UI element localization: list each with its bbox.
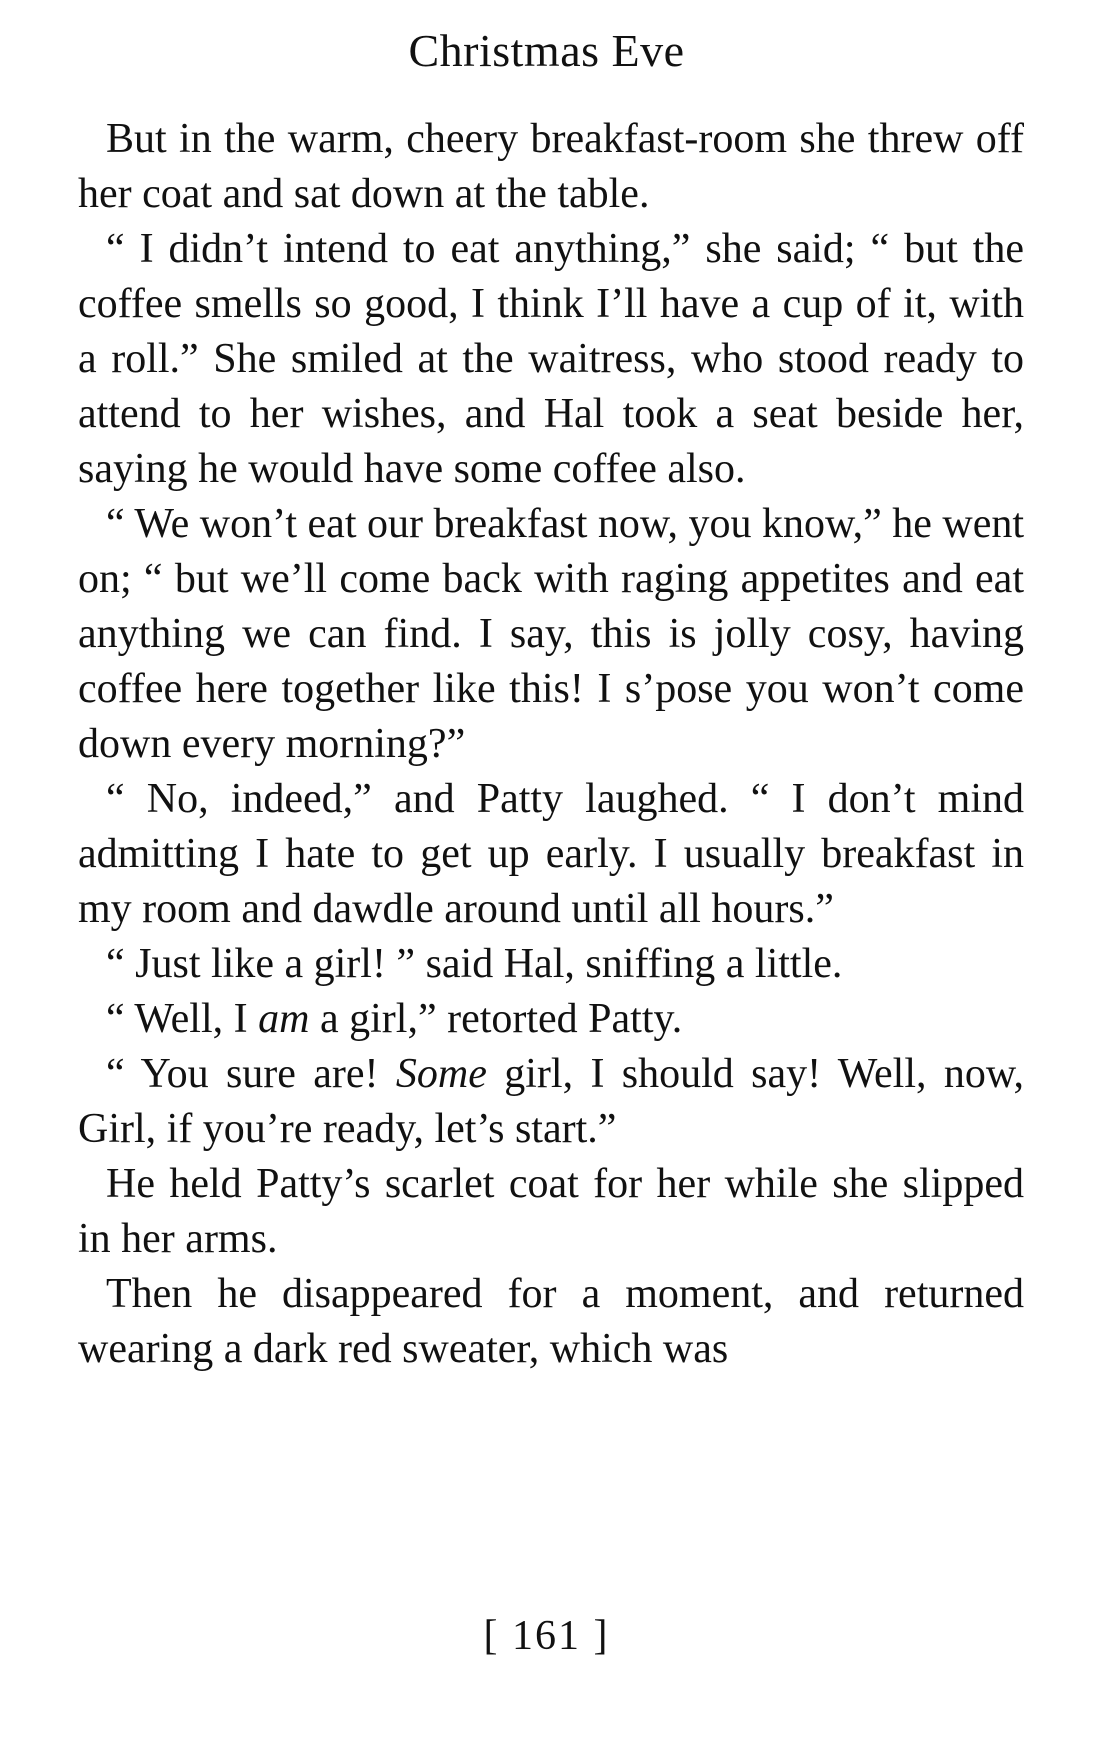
paragraph: “ No, indeed,” and Patty laughed. “ I don’t mind admitting I hate to get up early. I usually breakfast in my room and dawdle around until all hours.” bbox=[78, 776, 1024, 932]
text-run: girl, I should say! Well, now, Girl, if you’re ready, let’s start.” bbox=[78, 1051, 1024, 1152]
paragraph: “ We won’t eat our breakfast now, you know,” he went on; “ but we’ll come back with raging appetites and eat anything we can find. I say, this is jolly cosy, having coffee here together like this! I s’pose you won’t come down every morning?” bbox=[78, 501, 1025, 767]
paragraph: Then he disappeared for a moment, and returned wearing a dark red sweater, which was bbox=[78, 1271, 1024, 1372]
paragraph: “ Just like a girl! ” said Hal, sniffing a little. bbox=[106, 941, 843, 987]
text-run: “ Well, I bbox=[106, 996, 259, 1042]
paragraph: But in the warm, cheery breakfast-room she threw off her coat and sat down at the table. bbox=[78, 116, 1024, 217]
paragraph bbox=[78, 992, 1024, 1047]
paragraph: “ I didn’t intend to eat anything,” she said; “ but the coffee smells so good, I think I’ll have a cup of it, with a roll.” She smiled at the waitress, who stood ready to attend to her wishes, and Hal took a seat beside her, saying he would have some coffee also. bbox=[78, 226, 1024, 492]
paragraph: He held Patty’s scarlet coat for her while she slipped in her arms. bbox=[78, 1161, 1024, 1262]
emphasis-text: am bbox=[258, 996, 310, 1042]
body-text bbox=[78, 112, 1024, 1377]
text-run: “ You sure are! bbox=[106, 1051, 396, 1097]
emphasis-text: Some bbox=[395, 1051, 487, 1097]
paragraph bbox=[78, 1047, 1024, 1157]
text-run: a girl,” retorted Patty. bbox=[309, 996, 683, 1042]
running-title: Christmas Eve bbox=[408, 25, 685, 76]
page-number: [ 161 ] bbox=[483, 1613, 610, 1659]
